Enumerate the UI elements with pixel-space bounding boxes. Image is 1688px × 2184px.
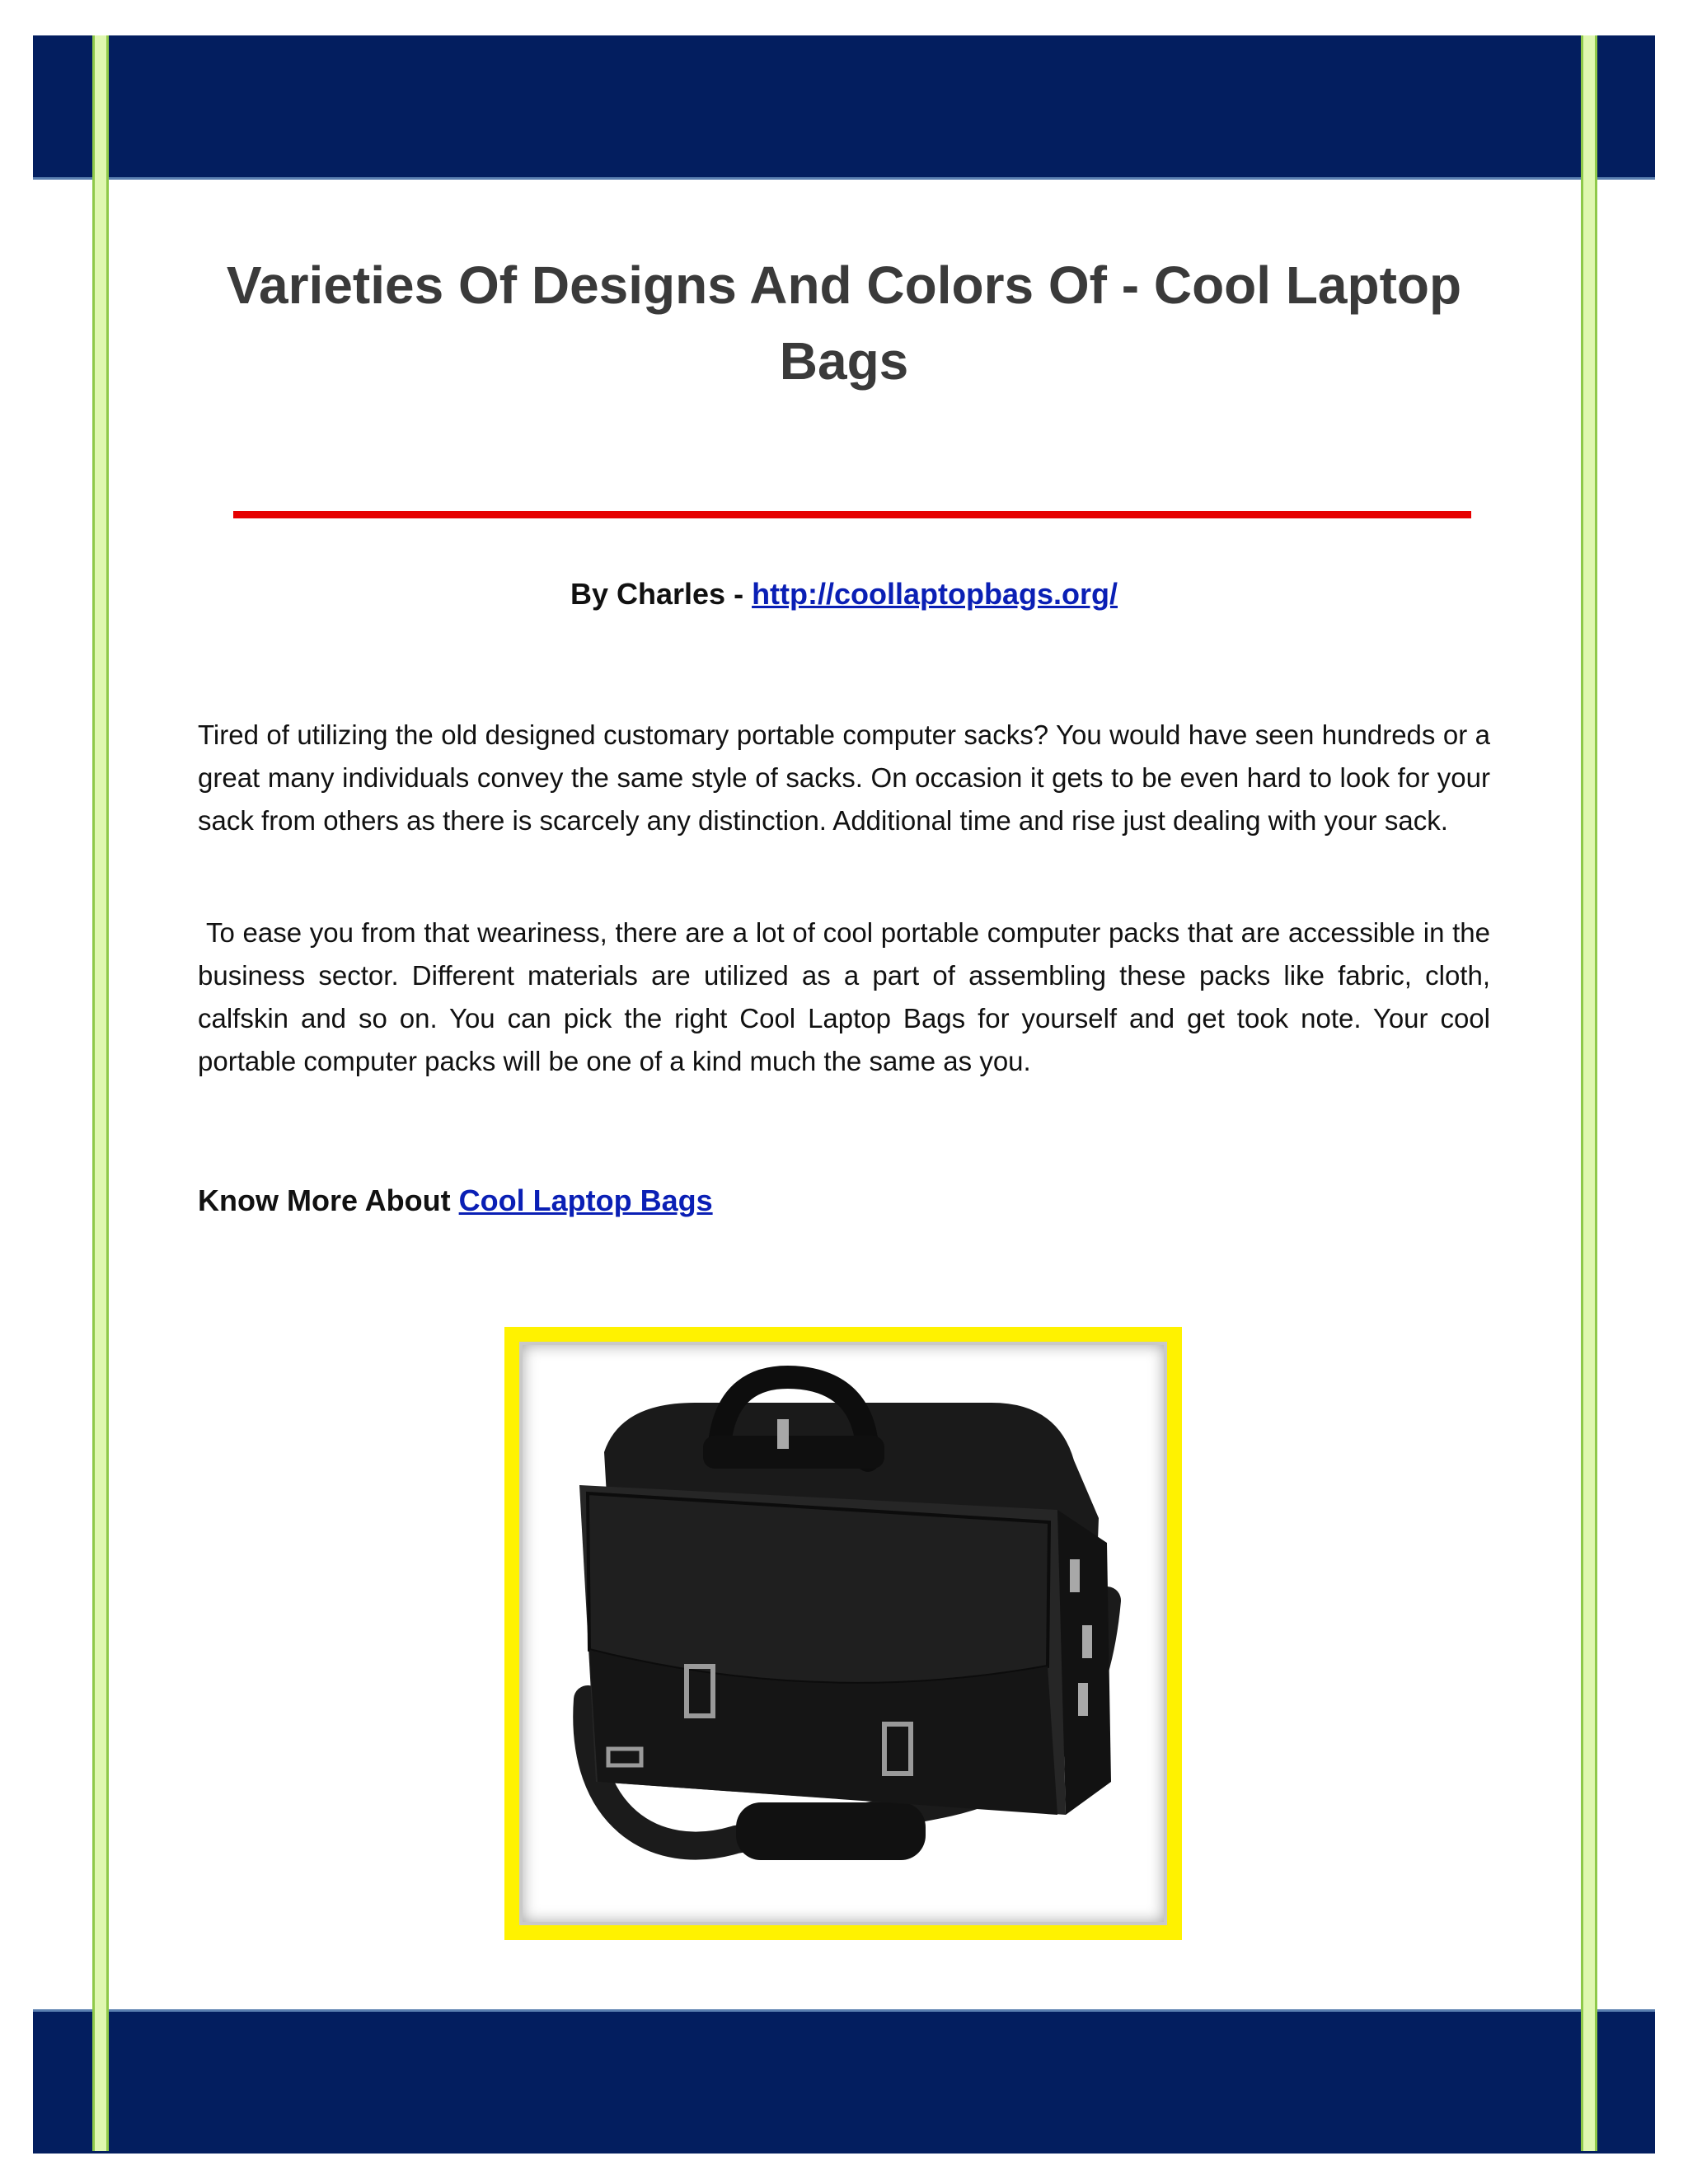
bag-image	[519, 1342, 1167, 1925]
left-border-stripe	[92, 35, 109, 2151]
title-divider	[233, 511, 1471, 518]
know-more-link[interactable]: Cool Laptop Bags	[458, 1183, 713, 1217]
byline	[198, 577, 1490, 612]
laptop-bag-illustration	[530, 1353, 1156, 1914]
bag-image-frame	[504, 1327, 1182, 1940]
page-title: Varieties Of Designs And Colors Of - Cool Laptop Bags	[226, 255, 1462, 391]
know-more	[198, 1183, 713, 1218]
right-border-stripe	[1581, 35, 1597, 2151]
footer-band	[33, 2009, 1655, 2154]
know-more-label: Know More About	[198, 1183, 459, 1217]
byline-author: By Charles -	[570, 577, 753, 611]
paragraph-1: Tired of utilizing the old designed customary portable computer sacks? You would have seen hundreds or a great many individuals convey the same style of sacks. On occasion it gets to be even hard to look for your sack from others as there is scarcely any distinction. Additional time and rise just dealing with your sack.	[198, 719, 1490, 836]
paragraph-2: To ease you from that weariness, there are a lot of cool portable computer packs that are accessible in the business sector. Different materials are utilized as a part of assembling these packs like fabric, cloth, calfskin and so on. You can pick the right Cool Laptop Bags for yourself and get took note. Your cool portable computer packs will be one of a kind much the same as you.	[198, 917, 1490, 1076]
header-band	[33, 35, 1655, 180]
byline-link[interactable]: http://coollaptopbags.org/	[752, 577, 1118, 611]
